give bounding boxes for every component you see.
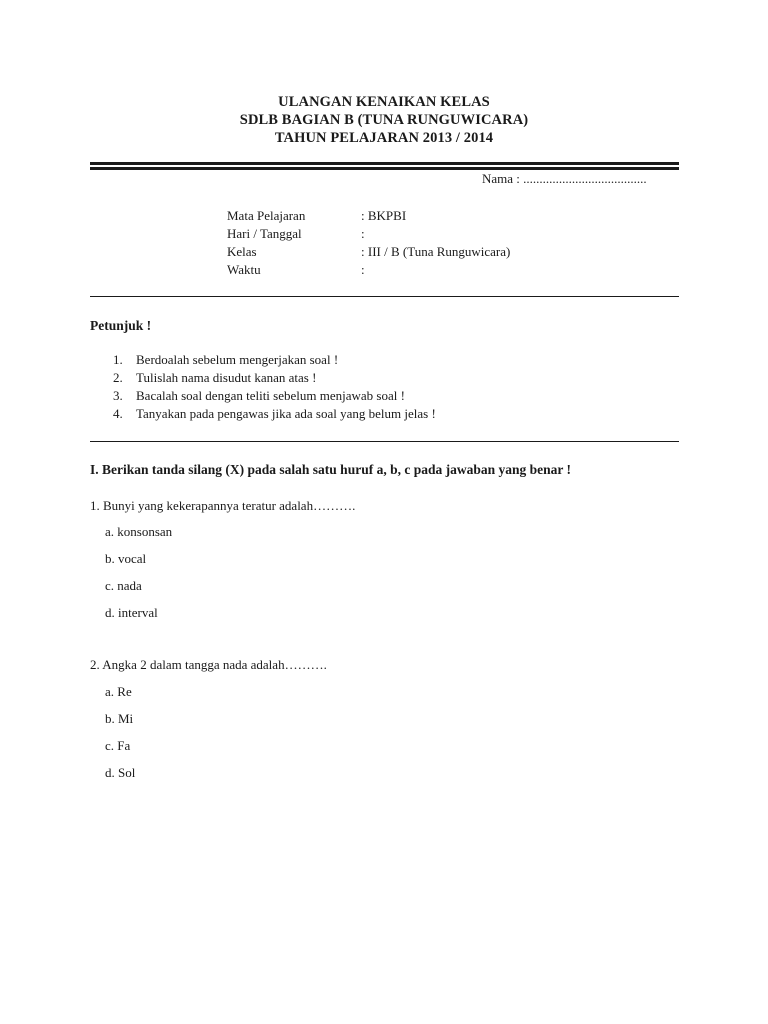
option-1c: c. nada: [105, 578, 142, 593]
info-divider: [90, 296, 679, 297]
option-2c: c. Fa: [105, 738, 131, 753]
info-value-time: :: [361, 262, 365, 277]
academic-year: TAHUN PELAJARAN 2013 / 2014: [274, 130, 494, 146]
school-name: SDLB BAGIAN B (TUNA RUNGUWICARA): [239, 112, 529, 128]
instruction-text: Tulislah nama disudut kanan atas !: [136, 370, 317, 385]
info-label-class: Kelas: [227, 244, 257, 259]
option-2a: a. Re: [105, 684, 132, 699]
exam-title: ULANGAN KENAIKAN KELAS: [278, 94, 490, 110]
instruction-text: Tanyakan pada pengawas jika ada soal yang belum jelas !: [136, 406, 436, 421]
option-2d: d. Sol: [105, 765, 136, 780]
nama-field: [482, 171, 647, 187]
option-1d: d. interval: [105, 605, 158, 620]
instruction-number: 4.: [113, 406, 123, 421]
instruction-number: 2.: [113, 370, 123, 385]
section-heading: I. Berikan tanda silang (X) pada salah satu huruf a, b, c pada jawaban yang benar !: [90, 462, 571, 477]
instruction-text: Berdoalah sebelum mengerjakan soal !: [136, 352, 339, 367]
info-label-date: Hari / Tanggal: [227, 226, 302, 241]
option-2b: b. Mi: [105, 711, 134, 726]
question-2: 2. Angka 2 dalam tangga nada adalah……….: [90, 657, 327, 672]
nama-blank: : ......................................: [513, 171, 647, 186]
info-label-subject: Mata Pelajaran: [227, 208, 306, 223]
header-rule-bottom: [90, 167, 679, 170]
instruction-text: Bacalah soal dengan teliti sebelum menjawab soal !: [136, 388, 405, 403]
question-1: 1. Bunyi yang kekerapannya teratur adalah……….: [90, 498, 356, 513]
option-1b: b. vocal: [105, 551, 147, 566]
instructions-heading: Petunjuk !: [90, 318, 152, 333]
header-rule-top: [90, 162, 679, 165]
info-value-class: : III / B (Tuna Runguwicara): [361, 244, 511, 259]
nama-label: Nama: [482, 171, 514, 186]
info-label-time: Waktu: [227, 262, 261, 277]
instructions-divider: [90, 441, 679, 442]
instruction-number: 3.: [113, 388, 123, 403]
option-1a: a. konsonsan: [105, 524, 173, 539]
instruction-number: 1.: [113, 352, 123, 367]
info-value-subject: : BKPBI: [361, 208, 407, 223]
info-value-date: :: [361, 226, 365, 241]
